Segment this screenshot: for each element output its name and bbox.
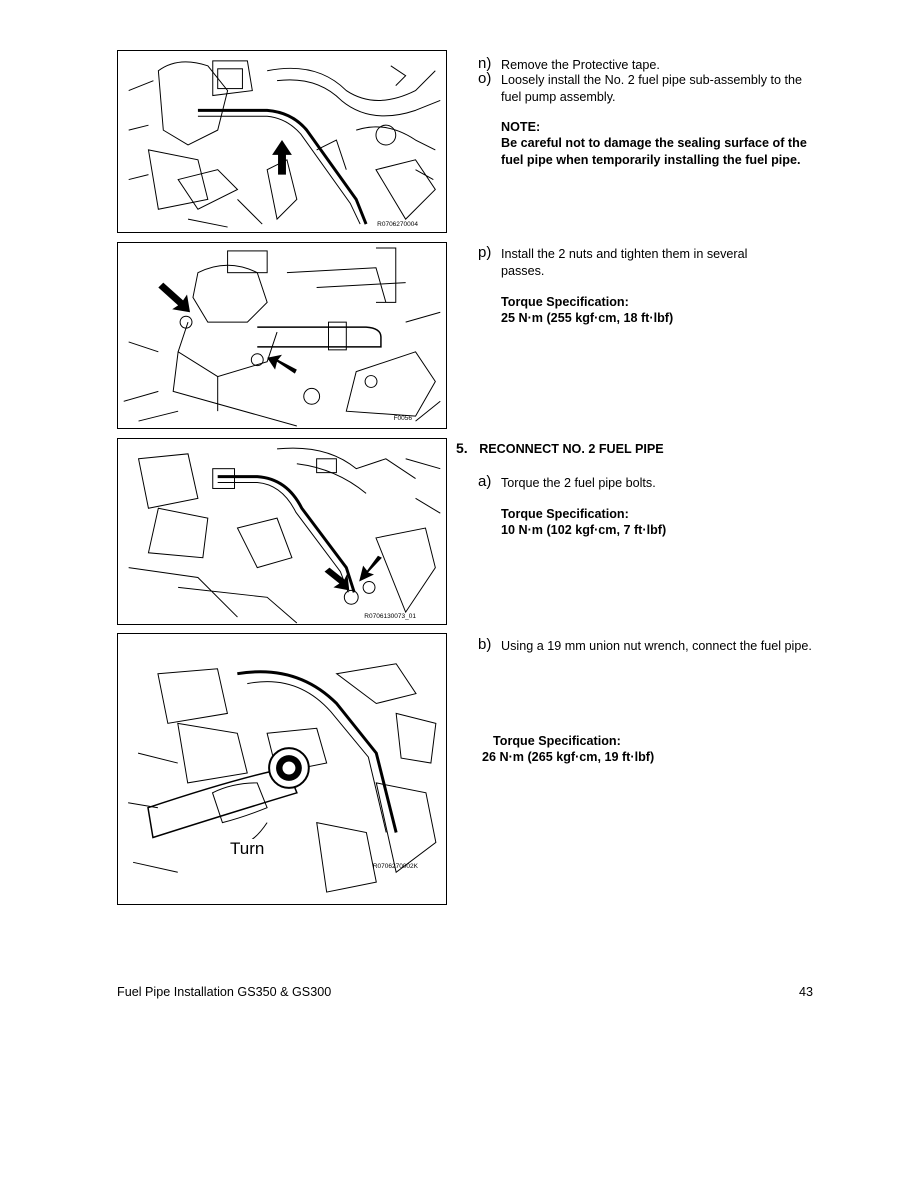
step-text: Loosely install the No. 2 fuel pipe sub-assembly to the fuel pump assembly.	[501, 73, 803, 104]
arrow-diagonal-icon	[267, 355, 297, 374]
step-label: b)	[478, 636, 492, 653]
engine-illustration-1	[118, 51, 446, 232]
step-o	[478, 72, 823, 105]
figure-id: R0706270004	[377, 221, 418, 228]
turn-callout: Turn	[230, 839, 265, 858]
step-a	[478, 475, 823, 492]
step-p	[478, 246, 788, 279]
note-title: NOTE:	[501, 120, 541, 134]
step-text: Install the 2 nuts and tighten them in several passes.	[501, 247, 748, 278]
torque-value-a: 10 N·m (102 kgf·cm, 7 ft·lbf)	[501, 523, 667, 537]
engine-illustration-2	[118, 243, 446, 428]
torque-value-p: 25 N·m (255 kgf·cm, 18 ft·lbf)	[501, 311, 674, 325]
torque-title-a: Torque Specification:	[501, 507, 629, 521]
step-label: p)	[478, 244, 492, 261]
arrow-diagonal-icon	[158, 283, 190, 313]
arrow-diagonal-icon	[359, 556, 382, 582]
torque-title-p: Torque Specification:	[501, 295, 629, 309]
step-text: Using a 19 mm union nut wrench, connect the fuel pipe.	[501, 639, 812, 653]
step-b	[478, 638, 823, 655]
step-label: o)	[478, 70, 492, 87]
figure-id: R0706270002K	[372, 863, 418, 870]
step-text: Torque the 2 fuel pipe bolts.	[501, 476, 656, 490]
step-text: Remove the Protective tape.	[501, 58, 660, 72]
section-heading	[456, 440, 664, 456]
figure-union-nut-wrench	[117, 633, 447, 905]
section-number: 5.	[456, 440, 468, 456]
figure-torque-bolts	[117, 438, 447, 625]
step-label: n)	[478, 55, 492, 72]
engine-illustration-3	[118, 439, 446, 624]
step-label: a)	[478, 473, 492, 490]
torque-title-b: Torque Specification:	[493, 734, 621, 748]
arrow-diagonal-icon	[325, 568, 350, 591]
section-title: RECONNECT NO. 2 FUEL PIPE	[479, 442, 664, 456]
footer-title: Fuel Pipe Installation GS350 & GS300	[117, 985, 332, 999]
note-text: Be careful not to damage the sealing surface of the fuel pipe when temporarily installing the fuel pipe.	[501, 136, 807, 167]
figure-remove-tape	[117, 50, 447, 233]
torque-value-b: 26 N·m (265 kgf·cm, 19 ft·lbf)	[482, 750, 655, 764]
figure-id: R0706130073_01	[364, 613, 416, 620]
page-number: 43	[798, 985, 813, 999]
figure-id: F0056	[393, 415, 412, 422]
figure-install-nuts	[117, 242, 447, 429]
